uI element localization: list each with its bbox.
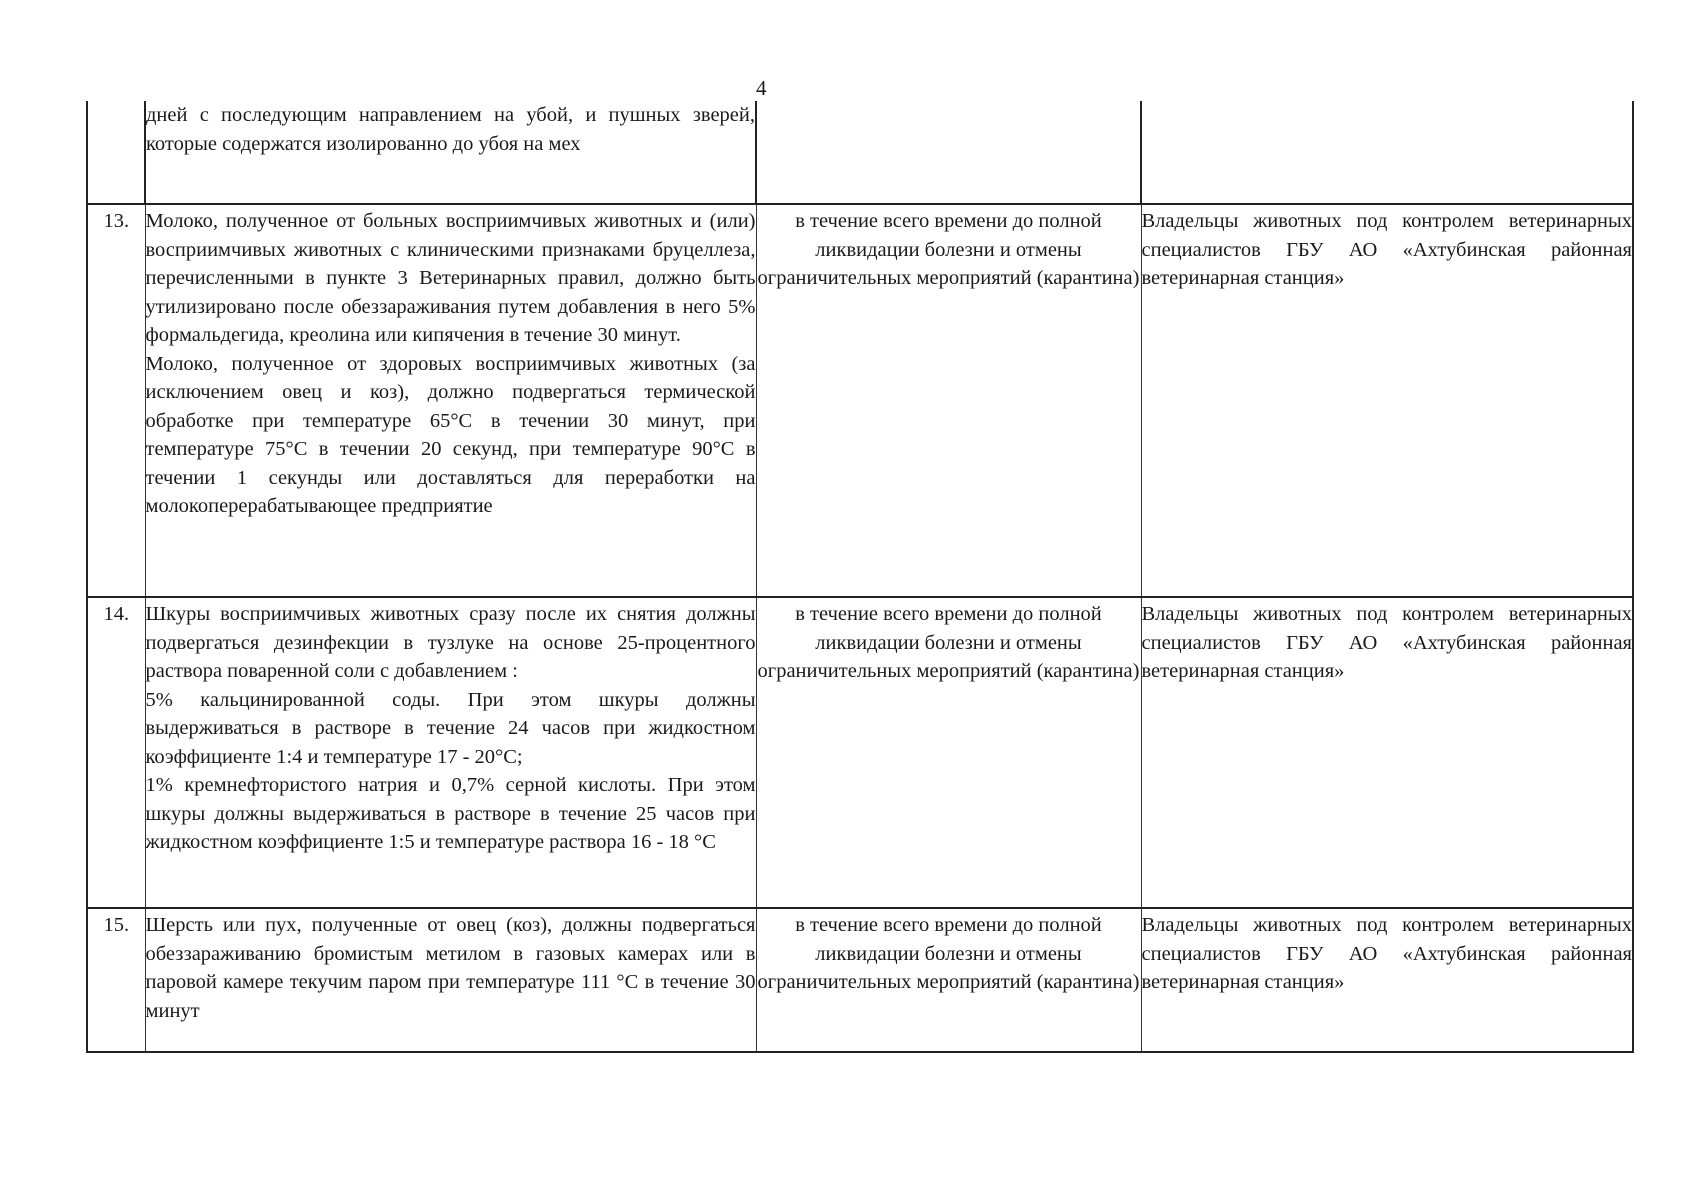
row-number: 15. [103,914,130,936]
row-number: 14. [103,603,130,625]
timing-text: в течение всего времени до полной ликвидации болезни и отмены ограничительных мероприятий (карантина) [757,210,1140,289]
description-cell [145,597,756,908]
description-paragraph: Шерсть или пух, полученные от овец (коз), должны подвергаться обеззараживанию бромистым метилом в газовых камерах или в паровой камере текучим паром при температуре 111 °С в течение 30 минут [145,914,756,1022]
responsible-cell [1141,101,1633,204]
description-paragraph: 1% кремнефтористого натрия и 0,7% серной кислоты. При этом шкуры должны выдерживаться в растворе в течение 25 часов при жидкостном коэффициенте 1:5 и температуре раствора 16 - 18 °С [145,774,756,853]
row-number: 13. [103,210,130,232]
timing-text: в течение всего времени до полной ликвидации болезни и отмены ограничительных мероприятий (карантина) [757,603,1140,682]
responsible-text: Владельцы животных под контролем ветеринарных специалистов ГБУ АО «Ахтубинская районная ветеринарная станция» [1141,914,1632,993]
description-paragraph: Шкуры восприимчивых животных сразу после их снятия должны подвергаться дезинфекции в тузлуке на основе 25-процентного раствора поваренной соли с добавлением : [145,603,756,682]
timing-text: в течение всего времени до полной ликвидации болезни и отмены ограничительных мероприятий (карантина) [757,914,1140,993]
row-number-cell [87,204,145,597]
table-row [87,204,1633,597]
measures-table [86,101,1634,1053]
description-cell [145,204,756,597]
table-row-continuation [87,101,1633,204]
table-row [87,597,1633,908]
description-text: дней с последующим направлением на убой, и пушных зверей, которые содержатся изолированно до убоя на мех [146,104,755,155]
timing-cell [756,204,1141,597]
description-paragraph: Молоко, полученное от больных восприимчивых животных и (или) восприимчивых животных с клиническими признаками бруцеллеза, перечисленными в пункте 3 Ветеринарных правил, должно быть утилизировано после обеззараживания путем добавления в него 5% формальдегида, креолина или кипячения в течение 30 минут. [145,210,756,346]
responsible-cell [1141,204,1633,597]
responsible-text: Владельцы животных под контролем ветеринарных специалистов ГБУ АО «Ахтубинская районная ветеринарная станция» [1141,210,1632,289]
timing-cell [756,908,1141,1052]
description-paragraph: Молоко, полученное от здоровых восприимчивых животных (за исключением овец и коз), должно подвергаться термической обработке при температуре 65°С в течении 30 минут, при температуре 75°С в течении 20 секунд, при температуре 90°С в течении 1 секунды или доставляться для переработки на молокоперерабатывающее предприятие [145,352,756,517]
responsible-cell [1141,908,1633,1052]
row-number-cell [87,597,145,908]
description-cell [145,908,756,1052]
description-cell [145,101,756,204]
description-paragraph: 5% кальцинированной соды. При этом шкуры должны выдерживаться в растворе в течение 24 часов при жидкостном коэффициенте 1:4 и температуре 17 - 20°С; [145,688,756,768]
timing-cell [756,101,1141,204]
row-number-cell [87,101,145,204]
row-number-cell [87,908,145,1052]
timing-cell [756,597,1141,908]
responsible-text: Владельцы животных под контролем ветеринарных специалистов ГБУ АО «Ахтубинская районная ветеринарная станция» [1141,603,1632,682]
table-row [87,908,1633,1052]
responsible-cell [1141,597,1633,908]
page-number: 4 [756,76,767,100]
